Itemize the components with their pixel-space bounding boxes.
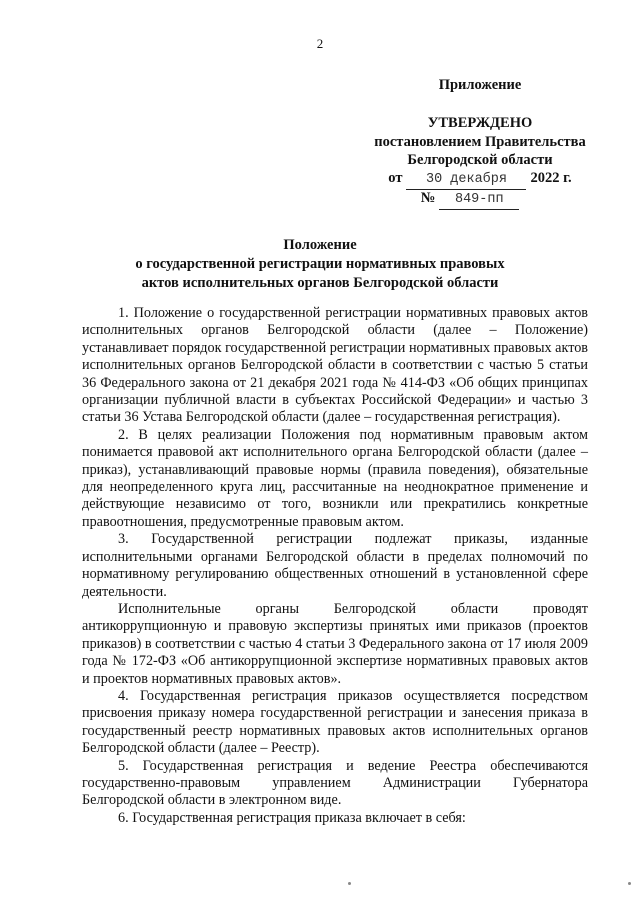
number-value: 849-пп xyxy=(439,190,519,210)
paragraph-3-continuation: Исполнительные органы Белгородской области проводят антикоррупционную и правовую экспертизы принятых ими приказов (проектов приказов) в соответствии с частью 4 статьи 3 Федерального закона от 17 июля 2009 года № 172-ФЗ «Об антикоррупционной экспертизе нормативных правовых актов и проектов нормативных правовых актов». xyxy=(82,600,588,687)
number-prefix: № xyxy=(420,190,436,206)
number-row xyxy=(415,189,525,210)
title-line-1: Положение xyxy=(283,237,357,253)
paragraph-4: 4. Государственная регистрация приказов осуществляется посредством присвоения приказу номера государственной регистрации и занесения приказа в государственный реестр нормативных правовых актов исполнительных органов Белгородской области (далее – Реестр). xyxy=(82,687,588,757)
title-line-3: актов исполнительных органов Белгородской области xyxy=(141,275,499,291)
appendix-label: Приложение xyxy=(438,77,522,93)
approved-by-line1: постановлением Правительства xyxy=(374,134,586,150)
page-number: 2 xyxy=(316,36,324,51)
paragraph-3: 3. Государственной регистрации подлежат приказы, изданные исполнительными органами Белгородской области в пределах полномочий по нормативному регулированию общественных отношений в установленной сфере деятельности. xyxy=(82,531,588,600)
paragraph-1: 1. Положение о государственной регистрации нормативных правовых актов исполнительных органов Белгородской области (далее – Положение) устанавливает порядок государственной регистрации нормативных правовых актов исполнительных органов Белгородской области в соответствии с частью 5 статьи 36 Федерального закона от 21 декабря 2021 года № 414-ФЗ «Об общих принципах организации публичной власти в субъектах Российской Федерации» и частью 3 статьи 36 Устава Белгородской области (далее – государственная регистрация). xyxy=(82,305,588,426)
date-year: 2022 г. xyxy=(530,170,572,186)
scan-speck xyxy=(628,882,631,885)
paragraph-5: 5. Государственная регистрация и ведение Реестра обеспечиваются государственно-правовым управлением Администрации Губернатора Белгородской области в электронном виде. xyxy=(82,757,588,809)
approved-by-line2: Белгородской области xyxy=(407,152,553,168)
paragraph-2: 2. В целях реализации Положения под нормативным правовым актом понимается правовой акт исполнительного органа Белгородской области (далее – приказ), устанавливающий правовые нормы (правила поведения), обязательные для неопределенного круга лиц, рассчитанные на неоднократное применение и действующие независимо от того, возникли или прекратились конкретные правоотношения, предусмотренные правовым актом. xyxy=(82,426,588,530)
paragraph-6: 6. Государственная регистрация приказа включает в себя: xyxy=(118,809,466,826)
date-row xyxy=(360,169,600,190)
document-title xyxy=(0,236,640,293)
title-line-2: о государственной регистрации нормативных правовых xyxy=(135,256,505,272)
document-body xyxy=(82,305,588,827)
date-value: 30 декабря xyxy=(406,170,526,190)
approved-label: УТВЕРЖДЕНО xyxy=(427,115,533,131)
scan-speck xyxy=(348,882,351,885)
date-prefix: от xyxy=(388,170,403,186)
